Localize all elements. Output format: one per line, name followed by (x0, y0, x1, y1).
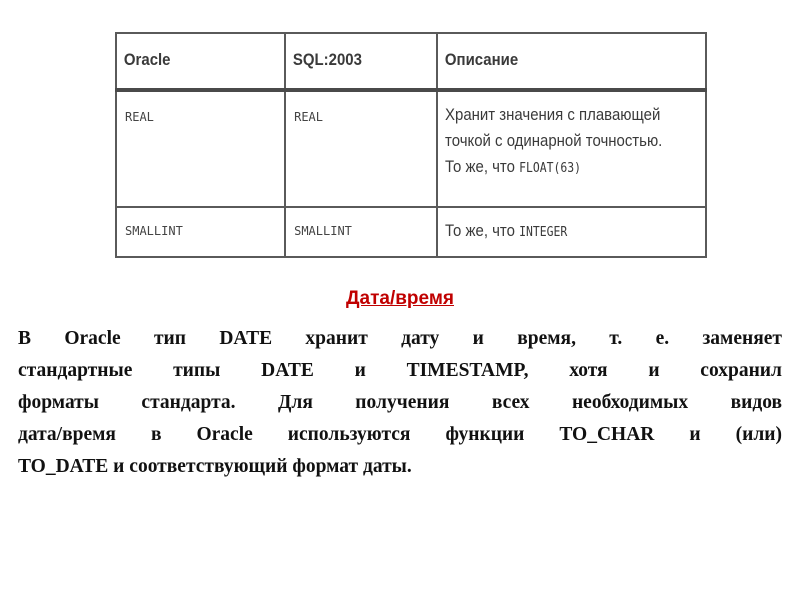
cell-oracle-type: REAL (116, 90, 285, 207)
code-literal: FLOAT(63) (519, 161, 582, 176)
header-description: Описание (437, 33, 674, 90)
data-type-table (115, 32, 707, 258)
cell-sql-type: REAL (285, 90, 437, 207)
header-oracle: Oracle (116, 33, 265, 90)
cell-description (437, 90, 706, 207)
description-line: точкой с одинарной точностью. (445, 131, 663, 150)
cell-description (437, 207, 706, 257)
body-paragraph (18, 323, 782, 483)
cell-sql-type: SMALLINT (285, 207, 437, 257)
description-line: То же, что INTEGER (445, 221, 568, 240)
paragraph-line: В Oracle тип DATE хранит дату и время, т. е. заменяет (18, 328, 782, 349)
description-line: Хранит значения с плавающей (445, 105, 661, 124)
cell-oracle-type: SMALLINT (116, 207, 285, 257)
code-literal: INTEGER (519, 225, 568, 240)
description-line: То же, что FLOAT(63) (445, 157, 582, 176)
paragraph-line: форматы стандарта. Для получения всех необходимых видов (18, 392, 782, 413)
table-row (116, 90, 706, 207)
table-header-row (116, 33, 706, 90)
paragraph-line: стандартные типы DATE и TIMESTAMP, хотя и сохранил (18, 360, 782, 381)
paragraph-line: дата/время в Oracle используются функции TO_CHAR и (или) (18, 424, 782, 445)
paragraph-line: TO_DATE и соответствующий формат даты. (18, 456, 412, 477)
section-title: Дата/время (346, 288, 454, 309)
table-row (116, 207, 706, 257)
header-sql2003: SQL:2003 (285, 33, 419, 90)
